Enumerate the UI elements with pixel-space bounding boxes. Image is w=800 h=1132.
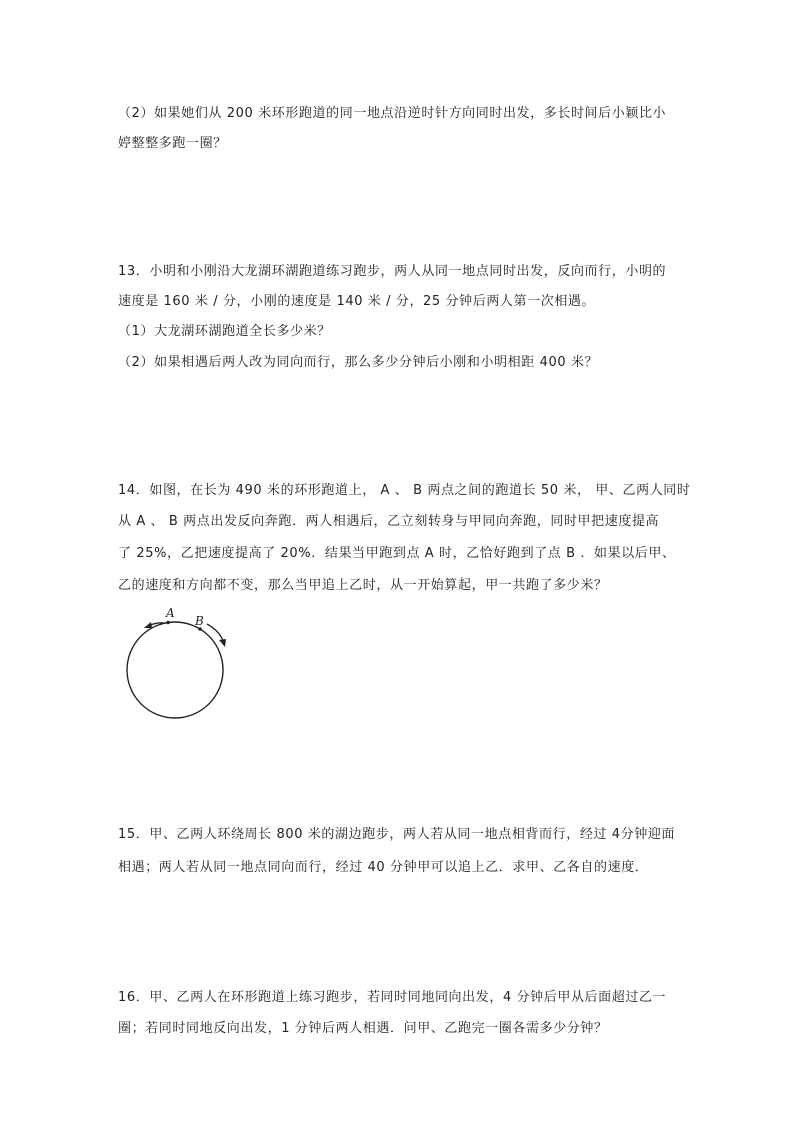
text-line: 了 25%，乙把速度提高了 20%．结果当甲跑到点 A 时，乙恰好跑到了点 B ．如果以后甲、 [118,546,676,561]
label-b: B [195,614,204,628]
track-circle [127,622,223,718]
point-a [166,621,170,625]
text-line: （1）大龙湖环湖跑道全长多少米？ [118,324,331,339]
text-line: 从 A 、 B 两点出发反向奔跑．两人相遇后，乙立刻转身与甲同向奔跑，同时甲把速度提高 [118,514,660,529]
text-line: 圈；若同时同地反向出发，1 分钟后两人相遇．问甲、乙跑完一圈各需多少分钟？ [118,1021,608,1036]
text-line: 速度是 160 米 / 分，小刚的速度是 140 米 / 分，25 分钟后两人第一次相遇。 [118,294,596,309]
track-diagram [110,600,240,730]
text-line: 14．如图，在长为 490 米的环形跑道上， A 、 B 两点之间的跑道长 50 米， 甲、乙两人同时 [118,483,691,498]
text-line: 乙的速度和方向都不变，那么当甲追上乙时，从一开始算起，甲一共跑了多少米？ [118,578,608,593]
arrow-b-head [219,639,226,647]
text-line: 15．甲、乙两人环绕周长 800 米的湖边跑步，两人若从同一地点相背而行，经过 4分钟迎面 [118,827,676,842]
label-a: A [166,606,175,620]
text-line: （2）如果她们从 200 米环形跑道的同一地点沿逆时针方向同时出发，多长时间后小颖比小 [118,106,667,121]
arrow-a-head [144,622,152,628]
text-line: 相遇；两人若从同一地点同向而行，经过 40 分钟甲可以追上乙．求甲、乙各自的速度． [118,860,649,875]
text-line: 婷整整多跑一圈？ [118,136,227,151]
text-line: 13．小明和小刚沿大龙湖环湖跑道练习跑步，两人从同一地点同时出发，反向而行，小明的 [118,264,667,279]
text-line: 16．甲、乙两人在环形跑道上练习跑步，若同时同地同向出发，4 分钟后甲从后面超过乙一 [118,990,667,1005]
text-line: （2）如果相遇后两人改为同向而行，那么多少分钟后小刚和小明相距 400 米？ [118,355,599,370]
